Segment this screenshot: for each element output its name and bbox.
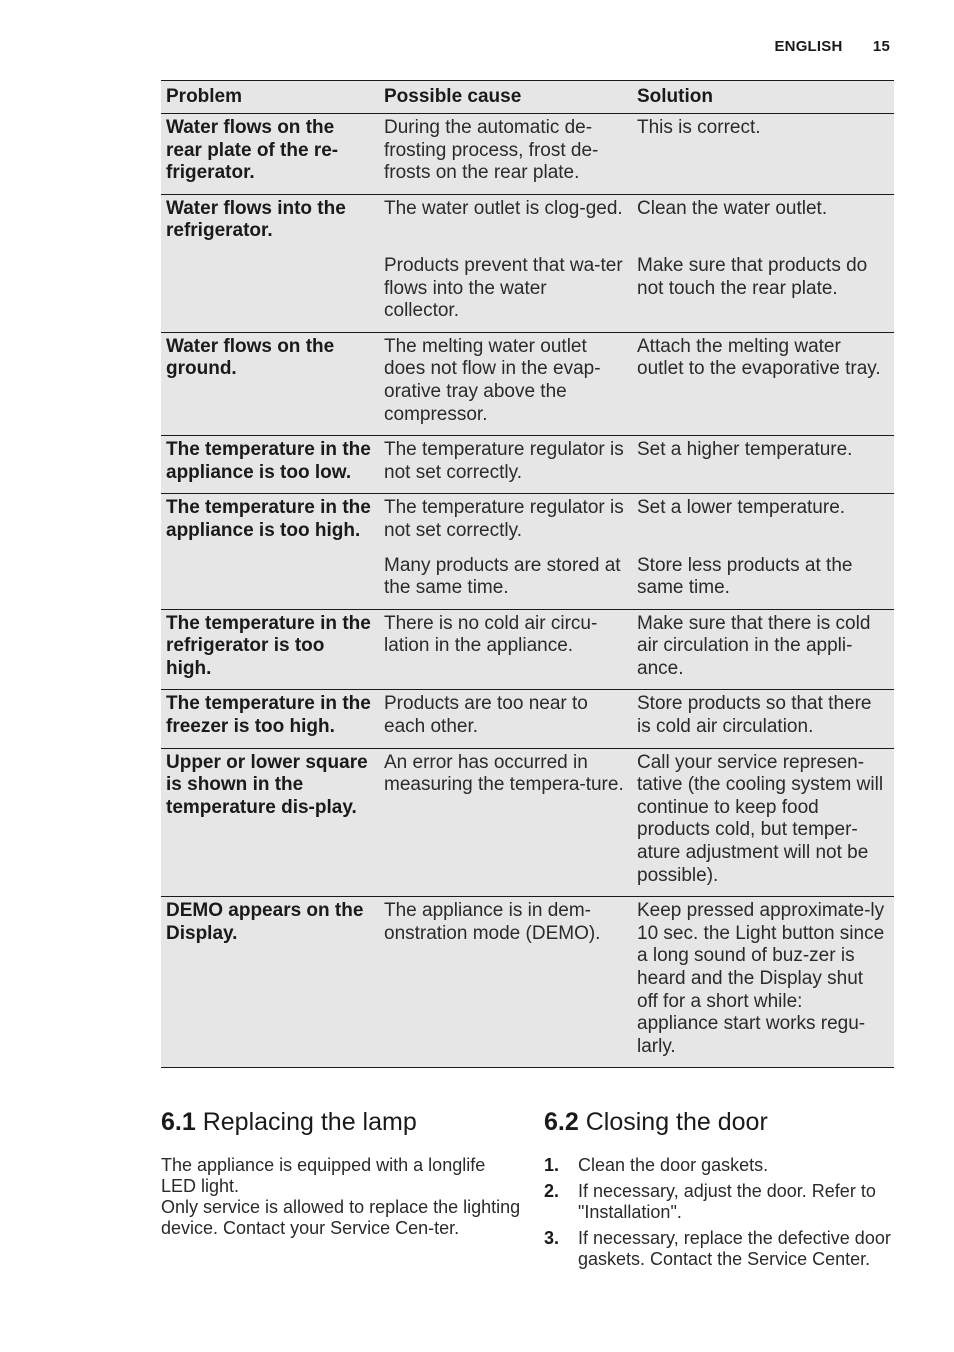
table-row [161, 609, 894, 690]
header-problem: Problem [161, 81, 379, 114]
cause-cell: Products are too near to each other. [379, 690, 632, 748]
table-header-row [161, 81, 894, 114]
cause-cell: Many products are stored at the same time. [379, 552, 632, 610]
cause-cell: Products prevent that wa-ter flows into the water collector. [379, 252, 632, 332]
table-row [161, 897, 894, 1068]
table-row [161, 494, 894, 552]
table-row [161, 114, 894, 195]
cause-cell: There is no cold air circu-lation in the appliance. [379, 609, 632, 690]
header-possible-cause: Possible cause [379, 81, 632, 114]
solution-cell: Store less products at the same time. [632, 552, 894, 610]
section-title: Closing the door [585, 1108, 768, 1136]
solution-cell: Keep pressed approximate-ly 10 sec. the Light button since a long sound of buz-zer is heard and the Display shut off for a short while: appliance start works regu-larly. [632, 897, 894, 1068]
solution-cell: Make sure that products do not touch the rear plate. [632, 252, 894, 332]
problem-cell: Upper or lower square is shown in the temperature dis-play. [161, 748, 379, 897]
solution-cell: Attach the melting water outlet to the evaporative tray. [632, 332, 894, 435]
problem-cell: The temperature in the freezer is too high. [161, 690, 379, 748]
step-text: If necessary, replace the defective door gaskets. Contact the Service Center. [578, 1228, 891, 1269]
problem-cell: The temperature in the appliance is too high. [161, 494, 379, 552]
page-number: 15 [872, 38, 890, 55]
cause-cell: An error has occurred in measuring the tempera-ture. [379, 748, 632, 897]
step-number: 1. [544, 1155, 560, 1175]
problem-cell: The temperature in the refrigerator is too high. [161, 609, 379, 690]
step-text: Clean the door gaskets. [578, 1155, 769, 1175]
section-number: 6.2 [544, 1108, 579, 1136]
table-row [161, 252, 894, 332]
section-replacing-lamp [161, 1107, 521, 1239]
step-number: 2. [544, 1181, 560, 1201]
solution-cell: Clean the water outlet. [632, 194, 894, 252]
list-item [544, 1155, 894, 1176]
paragraph: The appliance is equipped with a longlife LED light. [161, 1155, 486, 1196]
cause-cell: The temperature regulator is not set correctly. [379, 494, 632, 552]
paragraph: Only service is allowed to replace the lighting device. Contact your Service Cen-ter. [161, 1197, 521, 1238]
table-row [161, 194, 894, 252]
table-row [161, 552, 894, 610]
cause-cell: The water outlet is clog-ged. [379, 194, 632, 252]
solution-cell: Make sure that there is cold air circulation in the appli-ance. [632, 609, 894, 690]
solution-cell: Set a lower temperature. [632, 494, 894, 552]
table-row [161, 690, 894, 748]
table-row [161, 748, 894, 897]
solution-cell: Call your service represen-tative (the cooling system will continue to keep food products cold, but temper-ature adjustment will not be possible). [632, 748, 894, 897]
problem-cell [161, 252, 379, 332]
steps-list [544, 1155, 894, 1270]
section-heading [161, 1107, 521, 1137]
troubleshooting-table [161, 80, 894, 1068]
section-heading [544, 1107, 894, 1137]
problem-cell: Water flows on the rear plate of the re-frigerator. [161, 114, 379, 195]
problem-cell: The temperature in the appliance is too low. [161, 436, 379, 494]
cause-cell: The melting water outlet does not flow in the evap-orative tray above the compressor. [379, 332, 632, 435]
section-number: 6.1 [161, 1108, 196, 1136]
solution-cell: This is correct. [632, 114, 894, 195]
step-number: 3. [544, 1228, 560, 1248]
solution-cell: Store products so that there is cold air circulation. [632, 690, 894, 748]
cause-cell: The temperature regulator is not set correctly. [379, 436, 632, 494]
list-item [544, 1228, 894, 1270]
table-row [161, 332, 894, 435]
table-row [161, 436, 894, 494]
cause-cell: During the automatic de-frosting process, frost de-frosts on the rear plate. [379, 114, 632, 195]
section-title: Replacing the lamp [202, 1108, 417, 1136]
problem-cell: DEMO appears on the Display. [161, 897, 379, 1068]
problem-cell: Water flows into the refrigerator. [161, 194, 379, 252]
header-solution: Solution [632, 81, 894, 114]
page-header [774, 38, 890, 55]
section-closing-door [544, 1107, 894, 1275]
problem-cell [161, 552, 379, 610]
list-item [544, 1181, 894, 1223]
cause-cell: The appliance is in dem-onstration mode (DEMO). [379, 897, 632, 1068]
problem-cell: Water flows on the ground. [161, 332, 379, 435]
language-label: ENGLISH [774, 38, 843, 55]
step-text: If necessary, adjust the door. Refer to "Installation". [578, 1181, 876, 1222]
solution-cell: Set a higher temperature. [632, 436, 894, 494]
